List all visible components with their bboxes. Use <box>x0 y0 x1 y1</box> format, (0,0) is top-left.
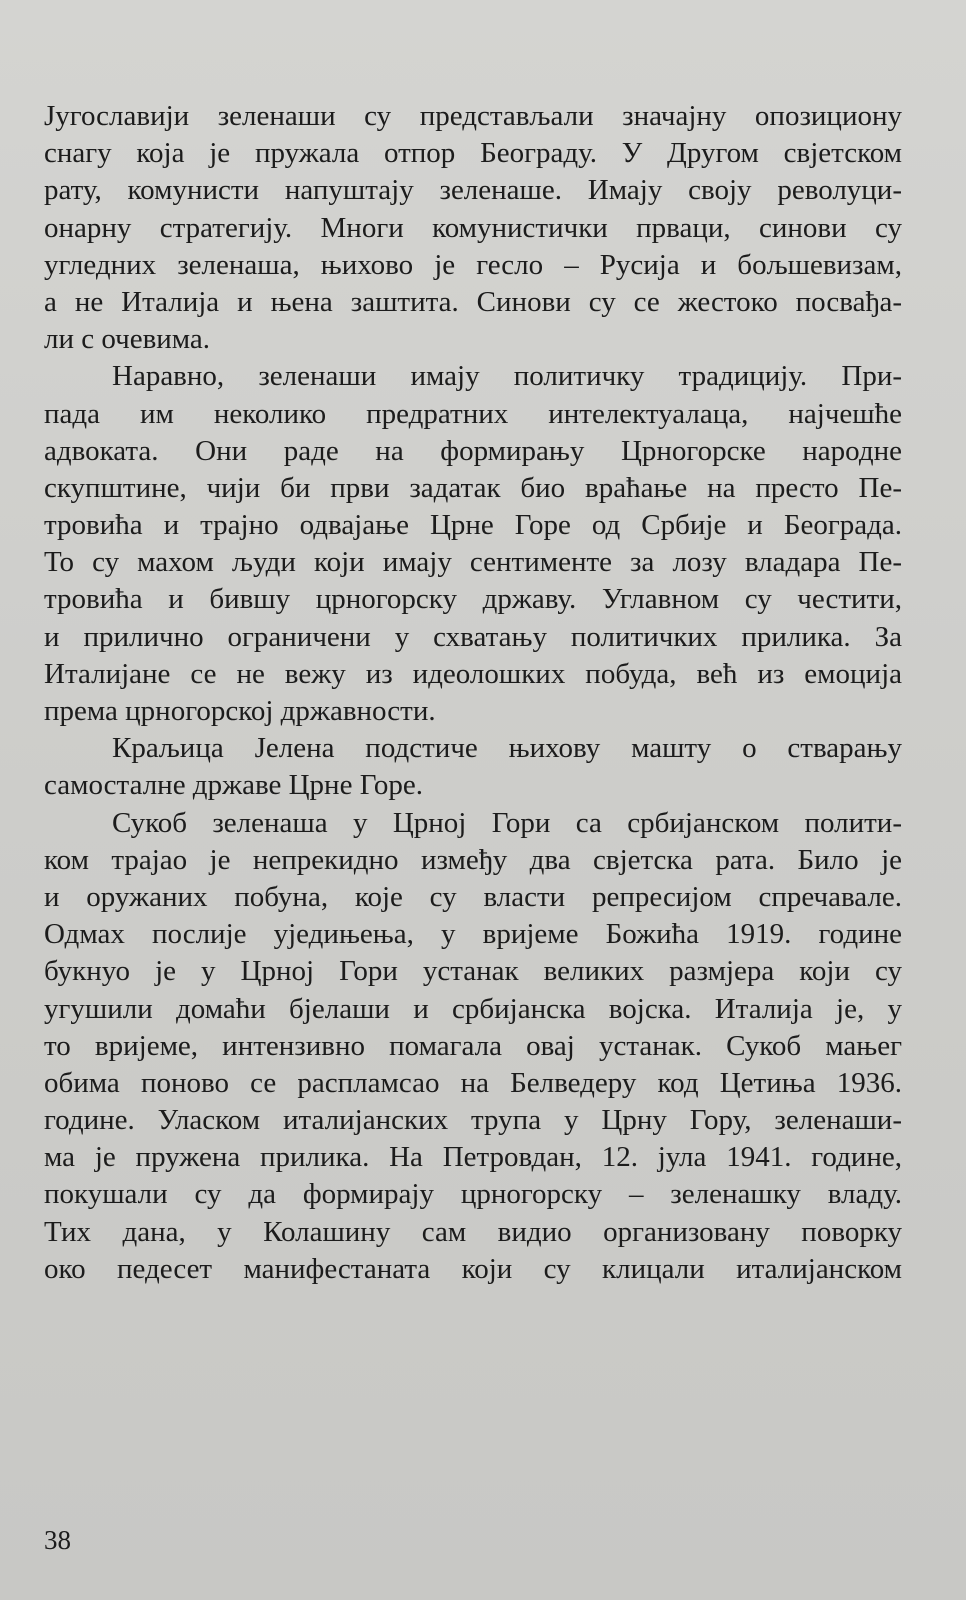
text-line: снагу која је пружала отпор Београду. У Другом свјетском <box>44 137 902 170</box>
text-line: и прилично ограничени у схватању политичких прилика. За <box>44 620 902 653</box>
text-line: угушили домаћи бјелаши и србијанска војска. Италија је, у <box>44 992 902 1025</box>
text-line: пада им неколико предратних интелектуалаца, најчешће <box>44 397 902 430</box>
text-line: тровића и трајно одвајање Црне Горе од Србије и Београда. <box>44 509 902 542</box>
text-line: Одмах послије уједињења, у вријеме Божића 1919. године <box>44 918 902 951</box>
text-line: покушали су да формирају црногорску – зеленашку владу. <box>44 1178 902 1211</box>
text-line: Наравно, зеленаши имају политичку традицију. При- <box>112 360 902 393</box>
text-line: а не Италија и њена заштита. Синови су се жестоко посвађа- <box>44 285 902 318</box>
text-line: рату, комунисти напуштају зеленаше. Имају своју револуци- <box>44 174 902 207</box>
text-line: То су махом људи који имају сентименте за лозу владара Пе- <box>44 546 902 579</box>
text-line: око педесет манифестаната који су клицали италијанском <box>44 1252 902 1285</box>
text-line: обима поново се распламсао на Белведеру код Цетиња 1936. <box>44 1066 902 1099</box>
text-line: Тих дана, у Колашину сам видио организовану поворку <box>44 1215 902 1248</box>
page-number: 38 <box>44 1525 71 1555</box>
text-line: тровића и бившу црногорску државу. Углавном су честити, <box>44 583 902 616</box>
text-line: ком трајао је непрекидно између два свјетска рата. Било је <box>44 843 902 876</box>
text-line: према црногорској државности. <box>44 695 436 727</box>
text-line: букнуо је у Црној Гори устанак великих размјера који су <box>44 955 902 988</box>
body-text <box>44 98 902 1288</box>
text-line: угледних зеленаша, њихово је гесло – Русија и бољшевизам, <box>44 248 902 281</box>
text-line: то вријеме, интензивно помагала овај устанак. Сукоб мањег <box>44 1029 902 1062</box>
text-line: године. Уласком италијанских трупа у Црну Гору, зеленаши- <box>44 1104 902 1137</box>
text-line: адвоката. Они раде на формирању Црногорске народне <box>44 434 902 467</box>
text-line: ма је пружена прилика. На Петровдан, 12. јула 1941. године, <box>44 1141 902 1174</box>
text-line: Италијане се не вежу из идеолошких побуда, већ из емоција <box>44 657 902 690</box>
text-line: онарну стратегију. Многи комунистички прваци, синови су <box>44 211 902 244</box>
text-line: самосталне државе Црне Горе. <box>44 769 424 802</box>
text-line: и оружаних побуна, које су власти репресијом спречавале. <box>44 880 902 913</box>
text-line: Сукоб зеленаша у Црној Гори са србијанском полити- <box>112 806 902 839</box>
text-line: скупштине, чији би први задатак био враћање на престо Пе- <box>44 471 902 504</box>
text-line: Југославији зеленаши су представљали значајну опозициону <box>44 100 902 132</box>
text-line: ли с очевима. <box>44 323 211 356</box>
text-line: Краљица Јелена подстиче њихову машту о стварању <box>112 732 902 765</box>
